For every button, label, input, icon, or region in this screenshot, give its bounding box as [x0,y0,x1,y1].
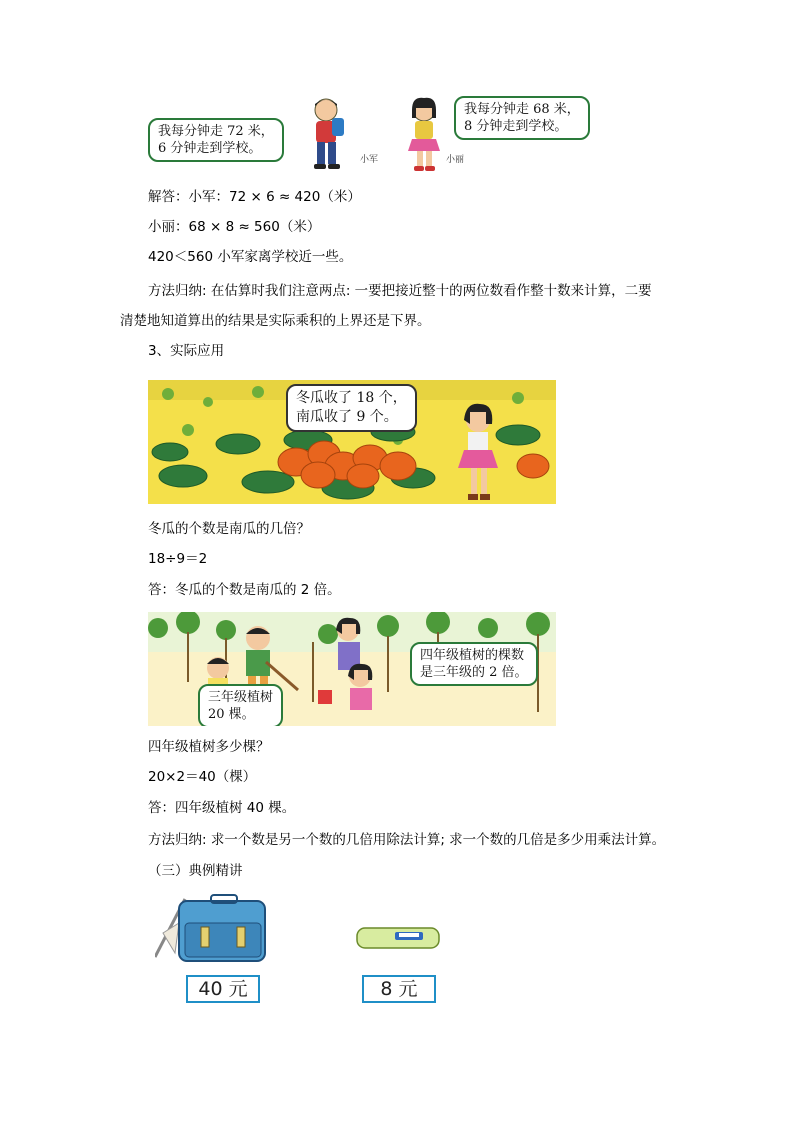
calc-melon: 18÷9＝2 [148,551,208,567]
calc-trees: 20×2＝40（棵） [148,769,257,785]
answer-girl-line: 小丽：68 × 8 ≈ 560（米） [148,219,321,235]
pencil-case-price: 8 元 [362,975,436,1003]
method-summary-2: 方法归纳: 求一个数是另一个数的几倍用除法计算; 求一个数的几倍是多少用乘法计算。 [148,832,666,848]
harvest-illustration [148,380,556,504]
pencil-case-icon [355,924,441,952]
answer-trees: 答：四年级植树 40 棵。 [148,800,296,816]
method-summary-line2: 清楚地知道算出的结果是实际乘积的上界还是下界。 [120,313,431,329]
girl-speech-bubble: 我每分钟走 68 米， 8 分钟走到学校。 [454,96,590,140]
comparison-line: 420＜560 小军家离学校近一些。 [148,249,353,265]
method-summary-line1: 方法归纳: 在估算时我们注意两点: 一要把接近整十的两位数看作整十数来计算，二要 [148,283,652,299]
boy-speech-bubble: 我每分钟走 72 米， 6 分钟走到学校。 [148,118,284,162]
question-melon-times: 冬瓜的个数是南瓜的几倍？ [148,521,310,537]
tree-planting-illustration [148,612,556,726]
answer-melon: 答：冬瓜的个数是南瓜的 2 倍。 [148,582,341,598]
boy-name-label: 小军 [360,155,379,165]
girl-figure [400,96,452,174]
question-grade4-trees: 四年级植树多少棵？ [148,739,270,755]
grade4-speech-bubble: 四年级植树的棵数 是三年级的 2 倍。 [410,642,538,686]
grade3-speech-bubble: 三年级植树 20 棵。 [198,684,283,726]
section-title-examples: （三）典例精讲 [148,863,243,879]
walking-illustration [148,94,608,174]
answer-boy-line: 解答：小军：72 × 6 ≈ 420（米） [148,189,361,205]
section-title-application: 3、实际应用 [148,343,225,359]
harvest-speech-bubble: 冬瓜收了 18 个， 南瓜收了 9 个。 [286,384,417,432]
schoolbag-price: 40 元 [186,975,260,1003]
boy-figure [298,96,358,174]
girl-name-label: 小丽 [446,155,465,165]
schoolbag-icon [155,893,273,965]
